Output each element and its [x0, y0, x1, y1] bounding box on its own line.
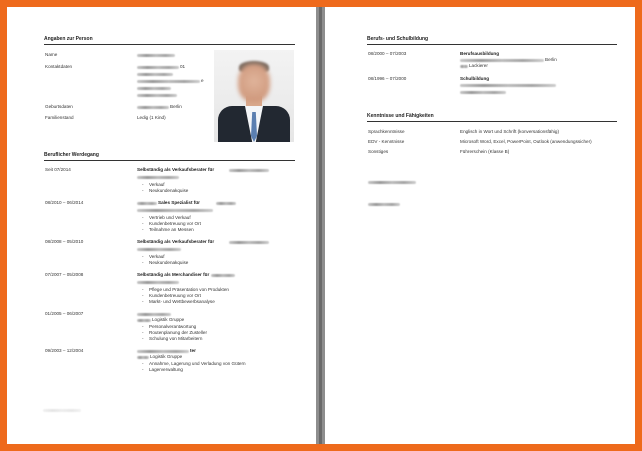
- career-bullet: - Verkauf: [149, 182, 165, 188]
- redacted-signature: [368, 203, 400, 206]
- career-bullet: - Personalverantwortung: [149, 324, 196, 330]
- career-date: 08/2010 – 06/2014: [45, 200, 84, 205]
- education-title: Berufsausbildung: [460, 51, 500, 56]
- redacted-text: [137, 176, 179, 179]
- profile-photo: [214, 50, 294, 142]
- contact-fragment: e: [201, 78, 204, 83]
- career-subtitle: Logistik Gruppe: [150, 354, 183, 359]
- career-bullet: - Annahme, Lagerung und Verladung von Gütern: [149, 361, 246, 367]
- faint-mark: [43, 409, 81, 412]
- skill-label: EDV - Kenntnisse: [368, 139, 405, 144]
- redacted-text: [211, 274, 235, 277]
- career-title: ter: [190, 348, 196, 353]
- redacted-text: [137, 350, 189, 353]
- heading-career: Beruflicher Werdegang: [44, 152, 99, 158]
- redacted-text: [137, 319, 151, 322]
- page-gutter: [316, 7, 325, 444]
- label-family: Familienstand: [45, 115, 74, 120]
- education-date: 08/2000 – 07/2003: [368, 51, 407, 56]
- skill-label: Sonstiges: [368, 149, 389, 154]
- career-bullet: - Neukundenakquise: [149, 188, 188, 194]
- redacted-text: [460, 65, 468, 68]
- redacted-text: [137, 94, 177, 97]
- redacted-text: [229, 241, 269, 244]
- redacted-text: [137, 209, 213, 212]
- contact-fragment: 01: [180, 64, 186, 69]
- career-bullet: - Lagerverwaltung: [149, 367, 183, 373]
- skill-value: Führerschein (Klasse B): [460, 149, 510, 154]
- career-title: Selbständig als Verkaufsberater für: [137, 239, 215, 244]
- education-line: Berlin: [545, 57, 557, 62]
- career-bullet: - Neukundenakquise: [149, 260, 188, 266]
- career-title: Selbständig als Verkaufsberater für: [137, 167, 215, 172]
- divider: [44, 160, 295, 161]
- divider: [367, 44, 617, 45]
- career-bullet: - Schulung von Mitarbeitern: [149, 336, 202, 342]
- career-bullet: - Markt- und Wettbewerbsanalyse: [149, 299, 215, 305]
- document-viewer[interactable]: [7, 7, 635, 444]
- heading-personal: Angaben zur Person: [44, 36, 93, 42]
- redacted-text: [137, 66, 179, 69]
- page-right: [325, 7, 635, 444]
- skill-value: Microsoft Word, Excel, PowerPoint, Outlook (anwendungssicher): [460, 139, 592, 144]
- career-subtitle: Logistik Gruppe: [152, 317, 185, 322]
- career-date: 07/2007 – 05/2008: [45, 272, 84, 277]
- career-title: Sales Spezialist für: [158, 200, 200, 205]
- divider: [367, 121, 617, 122]
- career-title: Selbständig als Merchandiser für: [137, 272, 210, 277]
- redacted-name: [137, 54, 175, 57]
- career-date: 09/2003 – 12/2004: [45, 348, 84, 353]
- education-date: 08/1996 – 07/2000: [368, 76, 407, 81]
- divider: [44, 44, 295, 45]
- redacted-text: [137, 80, 200, 83]
- skill-label: Sprachkenntnisse: [368, 129, 405, 134]
- redacted-text: [137, 87, 171, 90]
- education-line: Lackierer: [469, 63, 488, 68]
- redacted-text: [137, 73, 173, 76]
- label-birth: Geburtsdaten: [45, 104, 73, 109]
- career-bullet: - Vertrieb und Verkauf: [149, 215, 191, 221]
- redacted-text: [137, 248, 181, 251]
- skill-value: Englisch in Wort und Schrift (konversationsfähig): [460, 129, 559, 134]
- redacted-text: [229, 169, 269, 172]
- career-bullet: - Kundenbetreuung vor Ort: [149, 221, 201, 227]
- career-bullet: - Routenplanung der Zusteller: [149, 330, 207, 336]
- career-date: Seit 07/2014: [45, 167, 71, 172]
- education-title: Schulbildung: [460, 76, 490, 81]
- career-bullet: - Pflege und Präsentation von Produkten: [149, 287, 229, 293]
- redacted-text: [460, 84, 556, 87]
- redacted-text: [137, 356, 149, 359]
- redacted-text: [137, 202, 157, 205]
- redacted-text: [216, 202, 236, 205]
- label-contact: Kontaktdaten: [45, 64, 73, 69]
- redacted-text: [137, 106, 169, 109]
- heading-skills: Kenntnisse und Fähigkeiten: [367, 113, 434, 119]
- career-bullet: - Teilnahme an Messen: [149, 227, 194, 233]
- career-date: 08/2008 – 05/2010: [45, 239, 84, 244]
- redacted-text: [460, 59, 544, 62]
- heading-education: Berufs- und Schulbildung: [367, 36, 429, 42]
- birth-city: Berlin: [170, 104, 182, 109]
- redacted-place-date: [368, 181, 416, 184]
- redacted-text: [137, 313, 171, 316]
- redacted-text: [460, 91, 506, 94]
- career-date: 01/2005 – 06/2007: [45, 311, 84, 316]
- redacted-text: [137, 281, 179, 284]
- career-bullet: - Verkauf: [149, 254, 165, 260]
- career-bullet: - Kundenbetreuung vor Ort: [149, 293, 201, 299]
- family-value: Ledig (1 Kind): [137, 115, 166, 120]
- page-left: [7, 7, 316, 444]
- label-name: Name: [45, 52, 58, 57]
